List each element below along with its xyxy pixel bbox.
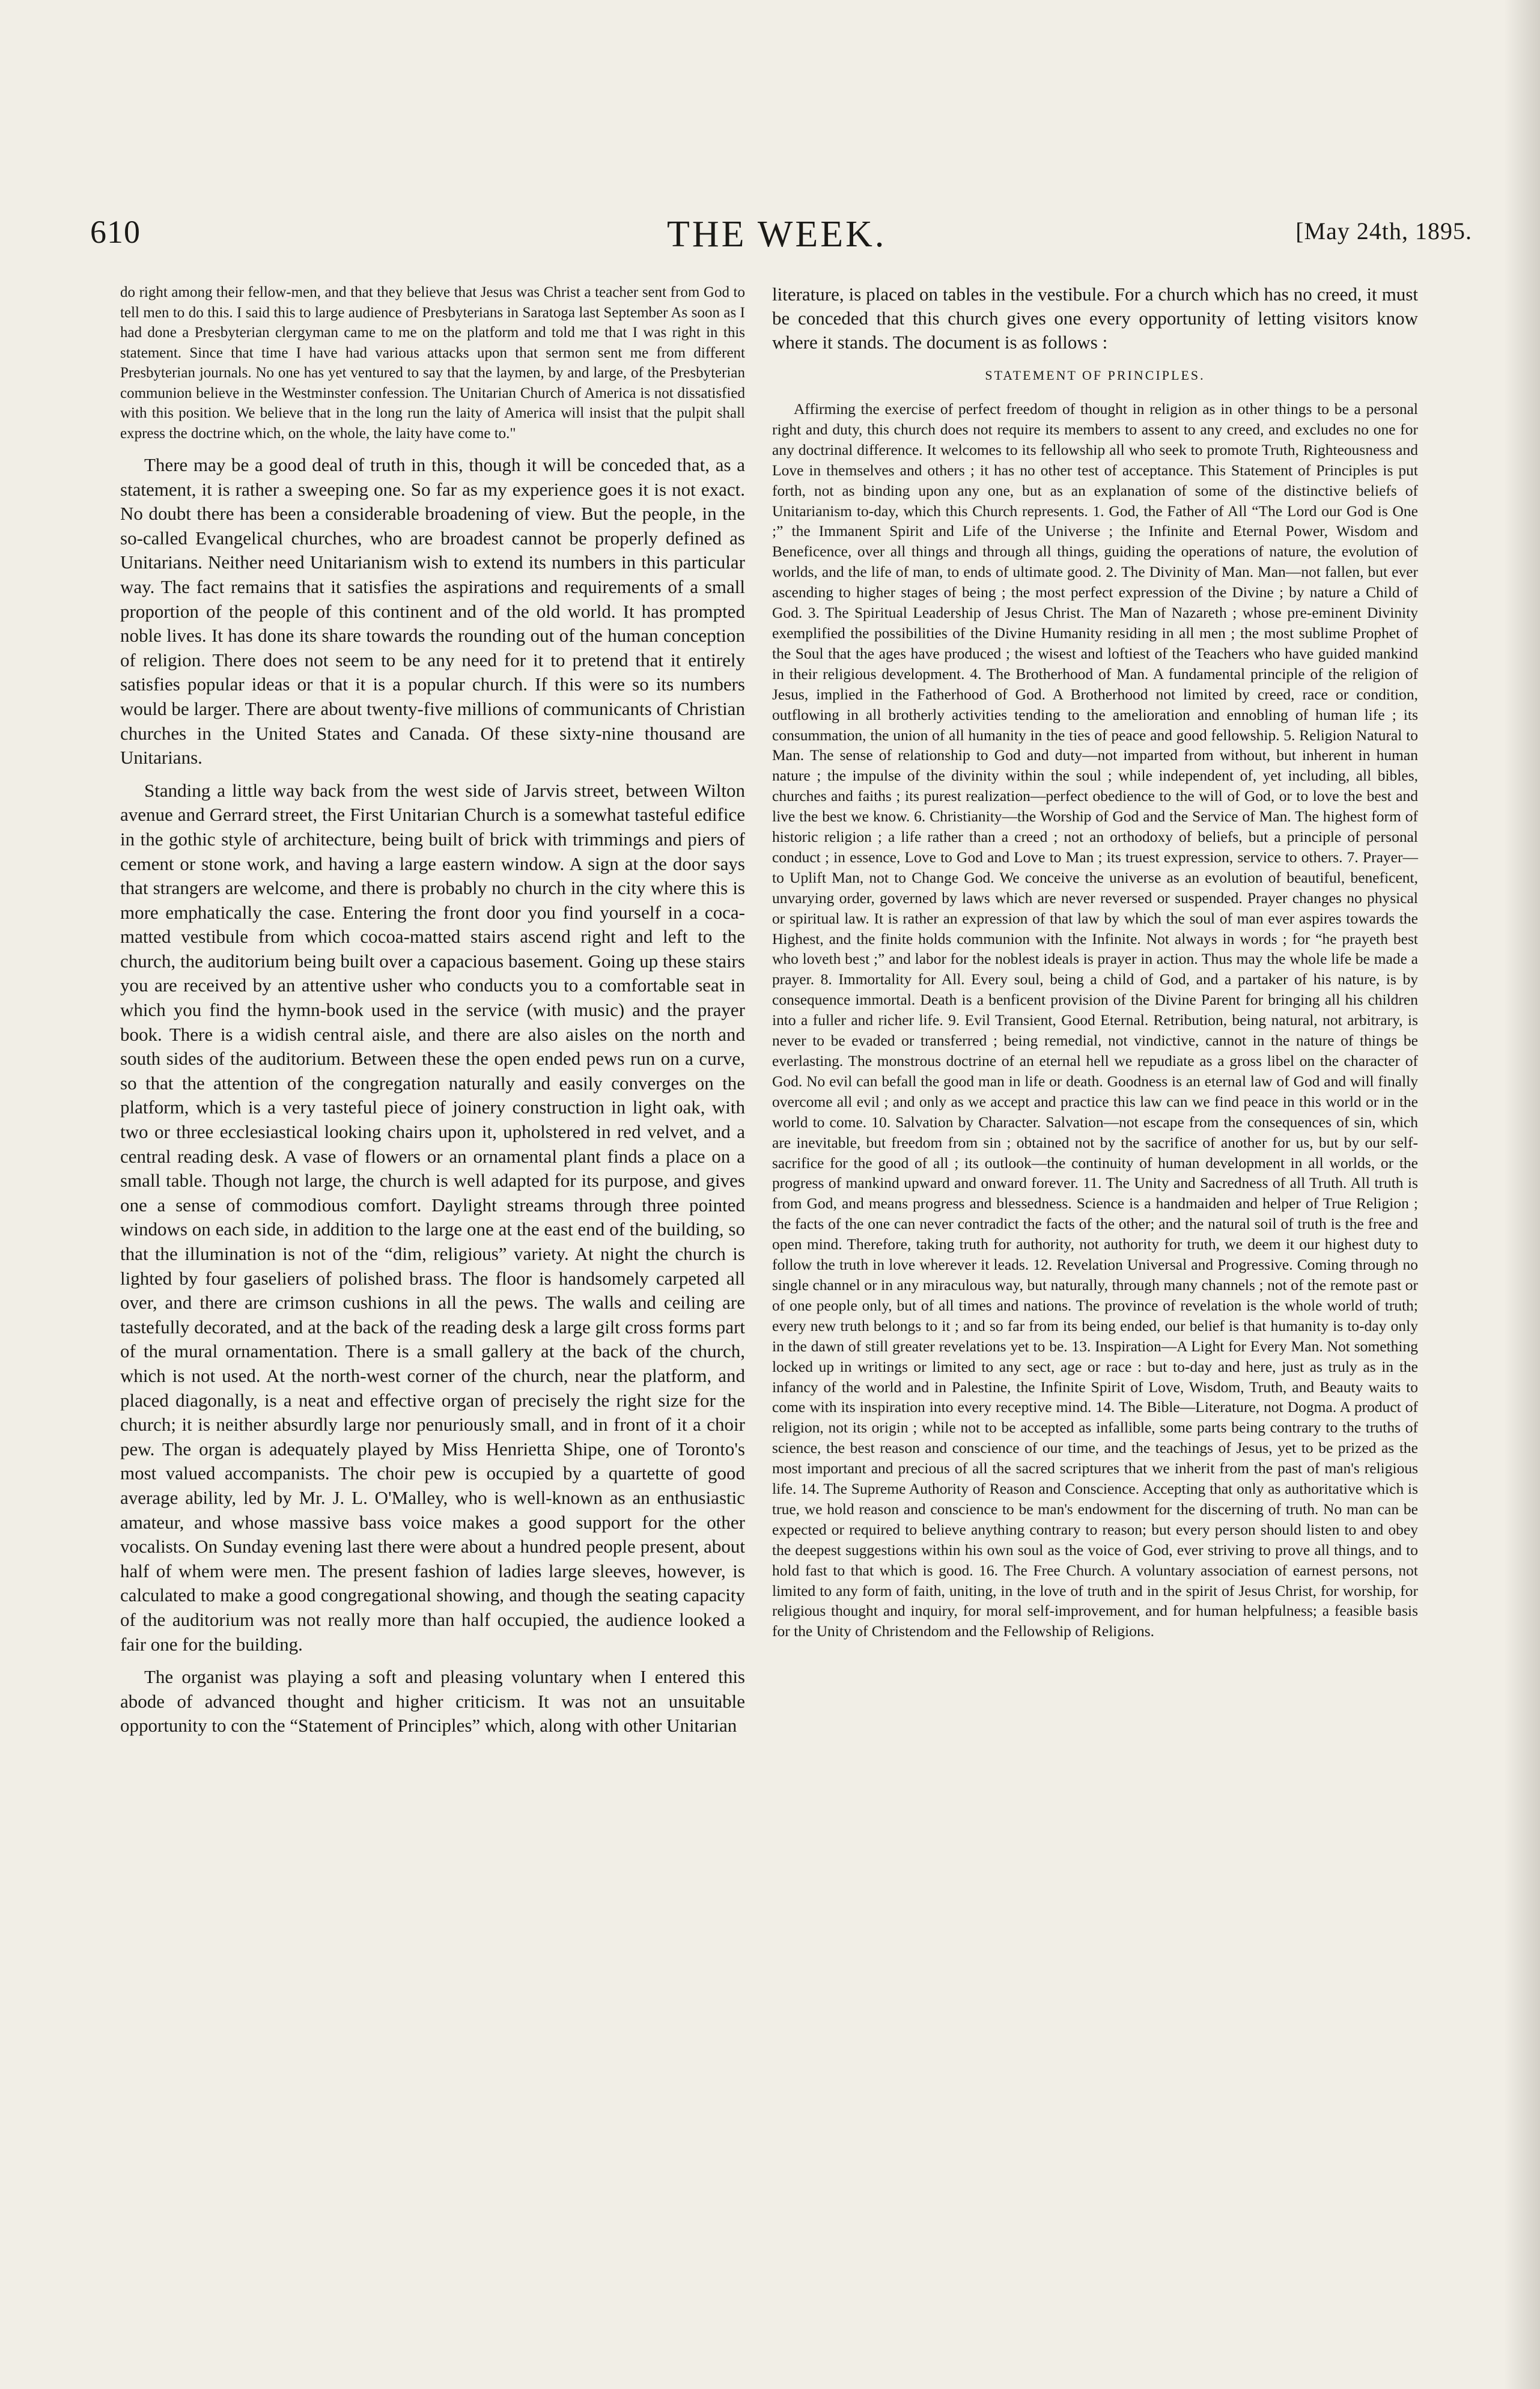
journal-title: THE WEEK. [667,214,887,255]
article-paragraph: literature, is placed on tables in the vestibule. For a church which has no creed, it must be conceded that this church gives one every opportunity of letting visitors know where it stands. The document is as follows : [772,284,1418,353]
issue-date: [May 24th, 1895. [1295,218,1472,245]
right-column [772,282,1418,1642]
article-paragraph: The organist was playing a soft and pleasing voluntary when I entered this abode of advanced thought and higher criticism. It was not an unsuitable opportunity to con the “Statement of Principles” which, along with other Unitarian [120,1666,745,1736]
quoted-extract: do right among their fellow-men, and that they believe that Jesus was Christ a teacher sent from God to tell men to do this. I said this to large audience of Presbyterians in Saratoga last September As soon as I had done a Presbyterian clergyman came to me on the platform and told me that I was right in this statement. Since that time I have had various attacks upon that sermon sent me from different Presbyterian journals. No one has yet ventured to say that the laymen, by and large, of the Presbyterian communion believe in the Westminster confession. The Unitarian Church of America is not dissatisfied with this position. We believe that in the long run the laity of America will insist that the pulpit shall express the doctrine which, on the whole, the laity have come to." [120,284,745,442]
left-column [120,282,745,1747]
page-header [90,213,1472,255]
page-edge-shadow [1504,0,1540,2389]
page-number: 610 [90,214,141,250]
article-paragraph: Standing a little way back from the west side of Jarvis street, between Wilton avenue and Gerrard street, the First Unitarian Church is a somewhat tasteful edifice in the gothic style of architecture, being built of brick with trimmings and piers of cement or stone work, and having a large eastern window. A sign at the door says that strangers are welcome, and there is probably no church in the city where this is more emphatically the case. Entering the front door you find yourself in a coca-matted vestibule from which cocoa-matted stairs ascend right and left to the church, the auditorium being built over a capacious basement. Going up these stairs you are received by an attentive usher who conducts you to a comfortable seat in which you find the hymn-book used in the service (with music) and the prayer book. There is a widish central aisle, and there are also aisles on the north and south sides of the auditorium. Between these the open ended pews run on a curve, so that the attention of the congregation naturally and easily converges on the platform, which is a very tasteful piece of joinery construction in light oak, with two or three ecclesiastical looking chairs upon it, upholstered in red velvet, and a central reading desk. A vase of flowers or an ornamental plant finds a place on a small table. Though not large, the church is well adapted for its purpose, and gives one a sense of commodious comfort. Daylight streams through three pointed windows on each side, in addition to the large one at the east end of the building, so that the illumination is not of the “dim, religious” variety. At night the church is lighted by four gaseliers of polished brass. The floor is handsomely carpeted all over, and there are crimson cushions in all the pews. The walls and ceiling are tastefully decorated, and at the back of the reading desk a large gilt cross forms part of the mural ornamentation. There is a small gallery at the back of the church, which is not used. At the north-west corner of the church, near the platform, and placed diagonally, is a neat and effective organ of precisely the right size for the church; it is neither absurdly large nor penuriously small, and in front of it a choir pew. The organ is adequately played by Miss Henrietta Shipe, one of Toronto's most valued accompanists. The choir pew is occupied by a quartette of good average ability, led by Mr. J. L. O'Malley, who is well-known as an enthusiastic amateur, and whose massive bass voice makes a good support for the other vocalists. On Sunday evening last there were about a hundred people present, about half of whem were men. The present fashion of ladies large sleeves, however, is calculated to make a good congregational showing, and though the seating capacity of the auditorium was not really more than half occupied, the audience looked a fair one for the building. [120,779,745,1655]
article-paragraph: There may be a good deal of truth in this, though it will be conceded that, as a statement, it is rather a sweeping one. So far as my experience goes it is not exact. No doubt there has been a considerable broadening of view. But the people, in the so-called Evangelical churches, who are broadest cannot be properly defined as Unitarians. Neither need Unitarianism wish to extend its numbers in this particular way. The fact remains that it satisfies the aspirations and requirements of a small proportion of the people of this continent and of the old world. It has prompted noble lives. It has done its share towards the rounding out of the human conception of religion. There does not seem to be any need for it to pretend that it entirely satisfies popular ideas or that it is a popular church. If this were so its numbers would be larger. There are about twenty-five millions of communicants of Christian churches in the United States and Canada. Of these sixty-nine thousand are Unitarians. [120,454,745,768]
statement-of-principles: Affirming the exercise of perfect freedom of thought in religion as in other things to be a personal right and duty, this church does not require its members to assent to any creed, and excludes no one for any doctrinal difference. It welcomes to its fellowship all who seek to promote Truth, Righteousness and Love in themselves and others ; it has no other test of acceptance. This Statement of Principles is put forth, not as binding upon any one, but as an explanation of some of the distinctive beliefs of Unitarianism to-day, which this Church represents. 1. God, the Father of All “The Lord our God is One ;” the Immanent Spirit and Life of the Universe ; the Infinite and Eternal Power, Wisdom and Beneficence, over all things and through all things, guiding the operations of nature, the evolution of worlds, and the life of man, to ends of ultimate good. 2. The Divinity of Man. Man—not fallen, but ever ascending to higher stages of being ; the most perfect expression of the Divine ; by nature a Child of God. 3. The Spiritual Leadership of Jesus Christ. The Man of Nazareth ; whose pre-eminent Divinity exemplified the possibilities of the Divine Humanity residing in all men ; the most sublime Prophet of the Soul that the ages have produced ; the wisest and loftiest of the Teachers who have guided mankind in their religious development. 4. The Brotherhood of Man. A fundamental principle of the religion of Jesus, implied in the Fatherhood of God. A Brotherhood not limited by creed, race or condition, outflowing in all brotherly activities tending to the amelioration and ennobling of human life ; its consummation, the union of all humanity in the ties of peace and good fellowship. 5. Religion Natural to Man. The sense of relationship to God and duty—not imparted from without, but inherent in human nature ; the impulse of the divinity within the soul ; while independent of, yet including, all bibles, churches and faiths ; its purest realization—perfect obedience to the will of God, or to love the best and live the best we know. 6. Christianity—the Worship of God and the Service of Man. The highest form of historic religion ; a life rather than a creed ; not an orthodoxy of beliefs, but a principle of personal conduct ; in essence, Love to God and Love to Man ; its truest expression, service to others. 7. Prayer—to Uplift Man, not to Change God. We conceive the universe as an evolution of beautiful, beneficent, unvarying order, governed by laws which are never reversed or suspended. Prayer changes no physical or spiritual law. It is rather an expression of that law by which the soul of man ever aspires towards the Highest, and the finite holds communion with the Infinite. Not always in words ; for “he prayeth best who loveth best ;” and labor for the noblest ideals is prayer in action. Thus may the whole life be made a prayer. 8. Immortality for All. Every soul, being a child of God, and a partaker of his nature, is by consequence immortal. Death is a benficent provision of the Divine Parent for bringing all his children into a fuller and richer life. 9. Evil Transient, Good Eternal. Retribution, being natural, not arbitrary, is never to be evaded or transferred ; being remedial, not vindictive, cannot in the nature of things be everlasting. The monstrous doctrine of an eternal hell we repudiate as a gross libel on the character of God. No evil can befall the good man in life or death. Goodness is an eternal law of God and will finally overcome all evil ; and only as we accept and practice this law can we find peace in this world or in the world to come. 10. Salvation by Character. Salvation—not escape from the consequences of sin, which are inevitable, but freedom from sin ; obtained not by the sacrifice of another for us, but by our self-sacrifice for the good of all ; its outlook—the continuity of human development in all worlds, or the progress of mankind upward and onward forever. 11. The Unity and Sacredness of all Truth. All truth is from God, and means progress and blessedness. Science is a handmaiden and helper of True Religion ; the facts of the one can never contradict the facts of the other; and the natural soil of truth is the free and open mind. Therefore, taking truth for authority, not authority for truth, we deem it our highest duty to follow the truth in love wherever it leads. 12. Revelation Universal and Progressive. Coming through no single channel or in any miraculous way, but naturally, through many channels ; not of the remote past or of one people only, but of all times and nations. The province of revelation is the whole world of truth; every new truth belongs to it ; and so far from its being ended, our belief is that humanity is to-day only in the dawn of still greater revelations yet to be. 13. Inspiration—A Light for Every Man. Not something locked up in writings or limited to any sect, age or race : but to-day and here, just as truly as in the infancy of the world and in Palestine, the Infinite Spirit of Love, Wisdom, Truth, and Beauty waits to come with its inspiration into every receptive mind. 14. The Bible—Literature, not Dogma. A product of religion, not its origin ; while not to be accepted as infallible, some parts being contrary to the truths of science, the best reason and conscience of our time, and the teachings of Jesus, yet to be prized as the most important and precious of all the sacred scriptures that we inherit from the past of man's religious life. 14. The Supreme Authority of Reason and Conscience. Accepting that only as authoritative which is true, we hold reason and conscience to be man's endowment for the discerning of truth. No man can be expected or required to believe anything contrary to reason; but every person should listen to and obey the deepest suggestions within his own soul as the voice of God, ever striving to prove all things, and to hold fast to that which is good. 16. The Free Church. A voluntary association of earnest persons, not limited to any form of faith, uniting, in the love of truth and in the spirit of Jesus Christ, for worship, for religious thought and inquiry, for moral self-improvement, and for human helpfulness; a feasible basis for the Unity of Christendom and the Fellowship of Religions. [772,400,1418,1640]
section-heading: STATEMENT OF PRINCIPLES. [985,368,1205,383]
